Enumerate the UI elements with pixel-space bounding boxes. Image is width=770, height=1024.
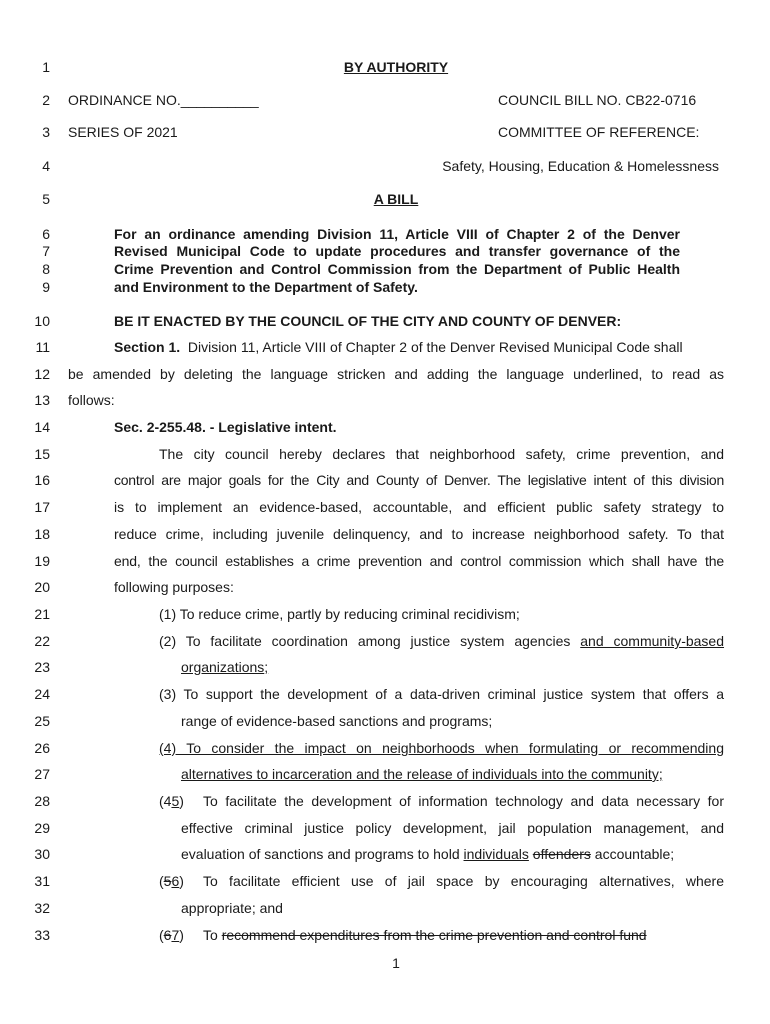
line-number: 14	[34, 419, 50, 435]
line-number: 19	[34, 553, 50, 569]
committee-name: Safety, Housing, Education & Homelessness	[442, 158, 719, 174]
ordinance-number: ORDINANCE NO.__________	[68, 92, 259, 108]
line-number: 22	[34, 633, 50, 649]
line-number: 18	[34, 526, 50, 542]
bill-title-line: and Environment to the Department of Safety.	[114, 279, 418, 295]
section-1-text-line: be amended by deleting the language stricken and adding the language underlined, to read as	[68, 366, 724, 382]
purpose-2-text: (2) To facilitate coordination among justice system agencies	[159, 633, 571, 649]
line-number: 25	[34, 713, 50, 729]
purpose-7-number	[159, 927, 184, 943]
by-authority-heading: BY AUTHORITY	[343, 59, 449, 75]
line-number: 5	[42, 191, 50, 207]
series-year: SERIES OF 2021	[68, 124, 178, 140]
purpose-3: (3) To support the development of a data-driven criminal justice system that offers a	[159, 686, 724, 702]
line-number: 3	[42, 124, 50, 140]
purpose-4-added-cont: alternatives to incarceration and the release of individuals into the community;	[181, 766, 663, 782]
purpose-6-new-number: 6	[171, 873, 180, 889]
intent-line: control are major goals for the City and County of Denver. The legislative intent of this division	[114, 472, 724, 488]
intent-line: is to implement an evidence-based, accountable, and efficient public safety strategy to	[114, 499, 724, 515]
purpose-2-end: ;	[264, 659, 269, 675]
section-1-text: Division 11, Article VIII of Chapter 2 of the Denver Revised Municipal Code shall	[187, 339, 683, 355]
purpose-7-text: To	[203, 927, 218, 943]
section-1-text-line: follows:	[68, 392, 115, 408]
line-number: 27	[34, 766, 50, 782]
line-number: 7	[42, 243, 50, 259]
purpose-7-deleted-text: recommend expenditures from the crime prevention and control fund	[221, 927, 647, 943]
purpose-4-added: (4) To consider the impact on neighborhoods when formulating or recommending	[159, 740, 724, 756]
purpose-5-close: )	[179, 793, 184, 809]
committee-of-reference-label: COMMITTEE OF REFERENCE:	[498, 124, 700, 140]
line-number: 8	[42, 261, 50, 277]
purpose-7-close: )	[179, 927, 184, 943]
purpose-2	[159, 633, 724, 649]
purpose-7-open: (	[159, 927, 164, 943]
line-number: 16	[34, 472, 50, 488]
line-number: 15	[34, 446, 50, 462]
bill-title-line: Crime Prevention and Control Commission from the Department of Public Health	[114, 261, 680, 277]
purpose-5-text: accountable;	[594, 846, 675, 862]
line-number: 2	[42, 92, 50, 108]
purpose-5-added-text: individuals	[463, 846, 529, 862]
line-number: 26	[34, 740, 50, 756]
purpose-6-open: (	[159, 873, 164, 889]
purpose-2-added-text: organizations	[181, 659, 265, 675]
purpose-5-cont	[181, 846, 674, 862]
line-number: 4	[42, 158, 50, 174]
intent-line: end, the council establishes a crime prevention and control commission which shall have the	[114, 553, 724, 569]
purpose-5-new-number: 5	[171, 793, 180, 809]
line-number: 31	[34, 873, 50, 889]
line-number: 30	[34, 846, 50, 862]
line-number: 24	[34, 686, 50, 702]
purpose-3-cont: range of evidence-based sanctions and programs;	[181, 713, 493, 729]
purpose-2-added-text: and community-based	[580, 633, 725, 649]
enacting-clause: BE IT ENACTED BY THE COUNCIL OF THE CITY AND COUNTY OF DENVER:	[114, 313, 622, 329]
line-number: 10	[34, 313, 50, 329]
line-number: 13	[34, 392, 50, 408]
section-1-line	[114, 339, 683, 355]
line-number: 9	[42, 279, 50, 295]
line-number: 6	[42, 226, 50, 242]
purpose-6-old-number: 5	[163, 873, 172, 889]
line-number: 12	[34, 366, 50, 382]
purpose-7-new-number: 7	[171, 927, 180, 943]
page-number: 1	[392, 955, 400, 971]
purpose-5-deleted-text: offenders	[532, 846, 591, 862]
line-number: 1	[42, 59, 50, 75]
purpose-5-text: evaluation of sanctions and programs to hold	[181, 846, 460, 862]
intent-line: following purposes:	[114, 579, 234, 595]
purpose-5-cont: effective criminal justice policy development, jail population management, and	[181, 820, 724, 836]
line-number: 23	[34, 659, 50, 675]
purpose-5-open: (4	[159, 793, 172, 809]
purpose-5-number	[159, 793, 184, 809]
line-number: 32	[34, 900, 50, 916]
line-number: 33	[34, 927, 50, 943]
line-number: 20	[34, 579, 50, 595]
purpose-6-number	[159, 873, 184, 889]
a-bill-heading: A BILL	[373, 191, 419, 207]
purpose-6-close: )	[179, 873, 184, 889]
line-number: 17	[34, 499, 50, 515]
intent-line: reduce crime, including juvenile delinquency, and to increase neighborhood safety. To that	[114, 526, 724, 542]
section-1-label: Section 1.	[114, 339, 181, 355]
bill-title-line: For an ordinance amending Division 11, Article VIII of Chapter 2 of the Denver	[114, 226, 680, 242]
purpose-7	[203, 927, 724, 943]
purpose-6-cont: appropriate; and	[181, 900, 283, 916]
purpose-5: To facilitate the development of information technology and data necessary for	[203, 793, 724, 809]
line-number: 29	[34, 820, 50, 836]
purpose-2-cont	[181, 659, 268, 675]
line-number: 28	[34, 793, 50, 809]
purpose-6: To facilitate efficient use of jail space by encouraging alternatives, where	[203, 873, 724, 889]
intent-line: The city council hereby declares that neighborhood safety, crime prevention, and	[159, 446, 724, 462]
purpose-1: (1) To reduce crime, partly by reducing criminal recidivism;	[159, 606, 520, 622]
line-number: 11	[35, 339, 50, 355]
bill-title-line: Revised Municipal Code to update procedures and transfer governance of the	[114, 243, 680, 259]
council-bill-number: COUNCIL BILL NO. CB22-0716	[498, 92, 697, 108]
line-number: 21	[34, 606, 50, 622]
purpose-7-old-number: 6	[163, 927, 172, 943]
section-heading: Sec. 2-255.48. - Legislative intent.	[114, 419, 337, 435]
